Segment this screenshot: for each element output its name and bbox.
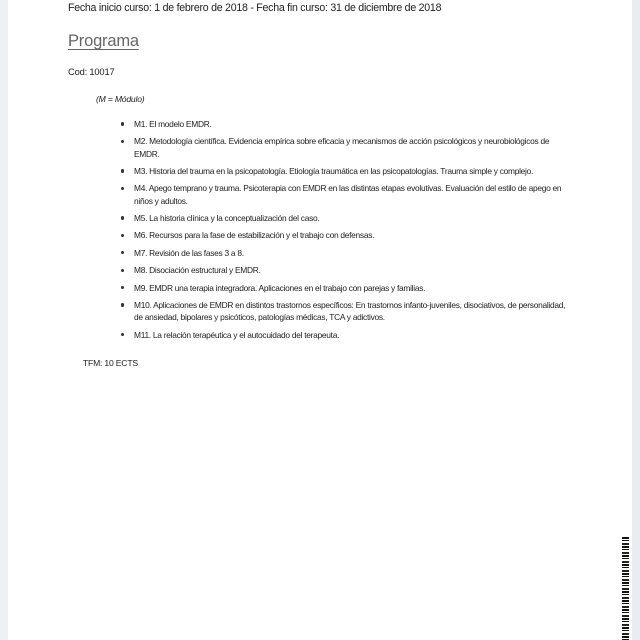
- module-item-m1: [112, 118, 572, 130]
- bullet-icon: [121, 251, 124, 254]
- barcode-icon: [622, 537, 629, 640]
- right-edge-strip: [632, 0, 640, 640]
- module-item-m2: [112, 135, 572, 159]
- module-label: M4. Apego temprano y trauma. Psicoterapia con EMDR en las distintas etapas evolutivas. Evaluación del estilo de apego en niños y adultos.: [134, 183, 562, 206]
- module-label: M11. La relación terapéutica y el autocuidado del terapeuta.: [134, 329, 340, 340]
- left-edge-strip: [0, 0, 8, 640]
- module-item-m6: [112, 229, 572, 241]
- course-code: Cod: 10017: [68, 66, 115, 77]
- module-item-m11: [112, 329, 572, 341]
- module-label: M3. Historia del trauma en la psicopatología. Etiología traumática en las psicopatologías. Trauma simple y complejo.: [134, 165, 534, 176]
- module-item-m8: [112, 264, 572, 276]
- module-label: M2. Metodología científica. Evidencia empírica sobre eficacia y mecanismos de acción psicológicos y neurobiológicos de EMDR.: [134, 136, 550, 159]
- module-label: M5. La historia clínica y la conceptualización del caso.: [134, 212, 320, 223]
- module-item-m3: [112, 165, 572, 177]
- bullet-icon: [121, 216, 124, 219]
- module-label: M1. El modelo EMDR.: [134, 119, 212, 129]
- bullet-icon: [121, 169, 124, 172]
- course-dates: Fecha inicio curso: 1 de febrero de 2018 - Fecha fin curso: 31 de diciembre de 2018: [68, 2, 442, 14]
- bullet-icon: [121, 286, 124, 289]
- module-label: M9. EMDR una terapia integradora. Aplicaciones en el trabajo con parejas y familias.: [134, 282, 426, 293]
- module-item-m7: [112, 247, 572, 259]
- bullet-icon: [121, 140, 124, 143]
- module-item-m5: [112, 212, 572, 224]
- tfm-credits: TFM: 10 ECTS: [83, 358, 138, 368]
- module-item-m9: [112, 282, 572, 294]
- bullet-icon: [121, 187, 124, 190]
- module-label: M10. Aplicaciones de EMDR en distintos trastornos específicos: En trastornos infanto-juveniles, disociativos, de personalidad, de ansiedad, bipolares y psicóticos, patologías médicas, TCA y adictivos.: [134, 299, 566, 323]
- module-item-m10: [112, 299, 572, 323]
- module-label: M6. Recursos para la fase de estabilización y el trabajo con defensas.: [134, 230, 375, 241]
- module-item-m4: [112, 182, 572, 206]
- module-label: M7. Revisión de las fases 3 a 8.: [134, 247, 244, 258]
- section-title-programa: Programa: [68, 32, 139, 50]
- bullet-icon: [121, 333, 124, 336]
- module-label: M8. Disociación estructural y EMDR.: [134, 265, 261, 276]
- bullet-icon: [121, 303, 124, 306]
- module-list: [112, 118, 572, 346]
- bullet-icon: [121, 122, 124, 125]
- bullet-icon: [121, 269, 124, 272]
- module-legend-note: (M = Módulo): [96, 94, 145, 104]
- bullet-icon: [121, 234, 124, 237]
